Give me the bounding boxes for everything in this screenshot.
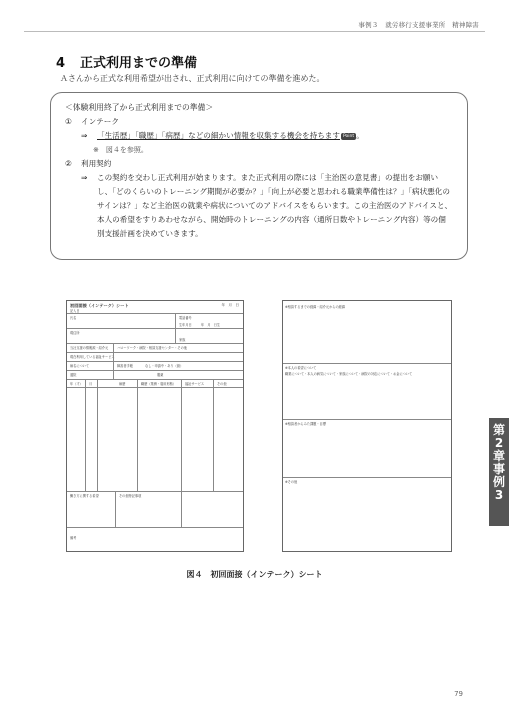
form-history-header: 福祉サービス bbox=[185, 382, 205, 386]
intro-paragraph: Ａさんから正式な利用希望が出され、正式利用に向けての準備を進めた。 bbox=[60, 74, 325, 83]
form-history-header: 病歴 bbox=[119, 382, 126, 386]
form-rule bbox=[175, 313, 176, 343]
form-rule bbox=[67, 387, 243, 388]
form-rule bbox=[181, 491, 182, 527]
form-rule bbox=[67, 361, 243, 362]
form-current-label: 現在利用している福祉サービス bbox=[70, 355, 115, 359]
intake-notes-sheet bbox=[282, 300, 452, 552]
item-contract-title: 利用契約 bbox=[81, 159, 112, 168]
notes-rule bbox=[283, 363, 451, 364]
form-rule bbox=[137, 379, 138, 491]
side-tab-char: 事 bbox=[492, 462, 505, 476]
section-title bbox=[56, 52, 197, 71]
point-icon: Point bbox=[343, 134, 355, 139]
form-date-label: 記入日 bbox=[70, 309, 80, 313]
form-rule bbox=[67, 379, 243, 380]
form-history-header: 職歴（業務・雇用形態） bbox=[141, 382, 177, 386]
form-handbook-label: 障害者手帳 bbox=[117, 364, 133, 368]
notes-label: ※その他 bbox=[285, 480, 298, 484]
form-rule bbox=[113, 343, 114, 379]
form-history-header: その他 bbox=[217, 382, 227, 386]
item-intake-text-end: 。 bbox=[356, 131, 364, 140]
item-intake-text: 「生活歴」「職歴」「病歴」などの細かい情報を収集する機会を持ちます bbox=[97, 131, 340, 140]
form-rule bbox=[67, 328, 243, 329]
form-family-label: 家族 bbox=[179, 338, 186, 342]
form-birth-label: 生年月日 bbox=[179, 323, 192, 327]
item-contract-text: この契約を交わし正式利用が始まります。また正式利用の際には「主治医の意見書」の提出をお願いし、「どのくらいのトレーニング期間が必要か？」「向上が必要と思われる職業準備性は？」「病状悪化のサインは？」など主治医の就業や病状についてのアドバイスをもらいます。この主治医のアドバイスと、本人の希望をすりあわせながら、開始時のトレーニングの内容（通所日数やトレーニング内容）等の個別支援計画を決めていきます。 bbox=[97, 173, 453, 238]
item-intake-mark: ① bbox=[65, 117, 72, 126]
side-tab-char: 2 bbox=[494, 436, 504, 450]
notes-label: 職業について・本人の病気について・家族について・病院の対応について・お金について bbox=[285, 372, 413, 376]
form-other-label: その他特記事項 bbox=[119, 494, 142, 498]
item-contract-description bbox=[65, 171, 453, 241]
form-rule bbox=[67, 527, 243, 528]
box-title: ＜体験利用終了から正式利用までの準備＞ bbox=[65, 103, 214, 112]
form-rule bbox=[213, 379, 214, 491]
form-referral-label: 当社支援の情報源・紹介元 bbox=[70, 346, 109, 350]
notes-label: ※相談者からみた課題・目標 bbox=[285, 422, 326, 426]
form-rule bbox=[67, 313, 243, 314]
form-rule bbox=[181, 379, 182, 491]
intake-sheet-form bbox=[66, 300, 244, 552]
form-date: 年 月 日 bbox=[221, 303, 239, 307]
form-medicine-label: 服薬 bbox=[157, 373, 164, 377]
form-rule bbox=[67, 352, 243, 353]
form-handbook-value: なし・申請中・あり（級） bbox=[145, 364, 184, 368]
page-number: 79 bbox=[454, 690, 463, 698]
item-contract-mark: ② bbox=[65, 159, 72, 168]
form-rule bbox=[85, 379, 86, 491]
notes-rule bbox=[283, 477, 451, 478]
form-birth-value: 年 月 日生 bbox=[201, 323, 221, 327]
form-rule bbox=[67, 491, 243, 492]
form-remarks-label: 備考 bbox=[70, 536, 77, 540]
form-hospital-label: 通院 bbox=[70, 373, 77, 377]
figure-caption: 図４ 初回面接（インテーク）シート bbox=[186, 570, 323, 579]
side-tab-char: 第 bbox=[492, 423, 505, 437]
arrow-icon: ⇒ bbox=[81, 173, 88, 182]
form-rule bbox=[67, 370, 243, 371]
figure-reference-note: ※ 図４を参照。 bbox=[93, 146, 148, 154]
form-diagnosis-label: 病名について bbox=[70, 364, 90, 368]
notes-label: ※相談するまでの経緯・紹介元からの経緯 bbox=[285, 305, 346, 309]
section-title-text: 正式利用までの準備 bbox=[80, 56, 198, 71]
item-contract bbox=[65, 157, 453, 171]
form-phone-label: 電話番号 bbox=[179, 316, 192, 320]
side-tab-char: 章 bbox=[492, 449, 505, 463]
form-history-header: 年（才） bbox=[70, 382, 83, 386]
form-hope-label: 働き方に関する希望 bbox=[70, 494, 99, 498]
form-rule bbox=[67, 343, 243, 344]
form-address-label: 現住所 bbox=[70, 331, 80, 335]
form-rule bbox=[97, 379, 98, 491]
form-rule bbox=[115, 491, 116, 527]
form-name-label: 氏名 bbox=[70, 316, 77, 320]
header-rule bbox=[24, 31, 485, 32]
form-title: 初回面接（インテーク）シート bbox=[70, 303, 129, 308]
item-intake-title: インテーク bbox=[81, 117, 119, 126]
side-tab-char: 例 bbox=[492, 475, 505, 489]
side-tab-char: 3 bbox=[494, 488, 504, 502]
notes-label: ※本人の希望について bbox=[285, 366, 317, 370]
arrow-icon: ⇒ bbox=[81, 131, 88, 140]
preparation-box bbox=[50, 92, 468, 260]
running-head: 事例３ 就労移行支援事業所 精神障害 bbox=[358, 21, 479, 29]
item-intake-description bbox=[65, 129, 453, 143]
item-intake bbox=[65, 115, 453, 129]
notes-rule bbox=[283, 419, 451, 420]
chapter-side-tab bbox=[489, 418, 509, 526]
form-referral-value: ハローワーク・病院・相談支援センター・その他 bbox=[117, 346, 187, 350]
form-history-header: 月 bbox=[89, 382, 93, 386]
section-number: 4 bbox=[56, 56, 66, 71]
